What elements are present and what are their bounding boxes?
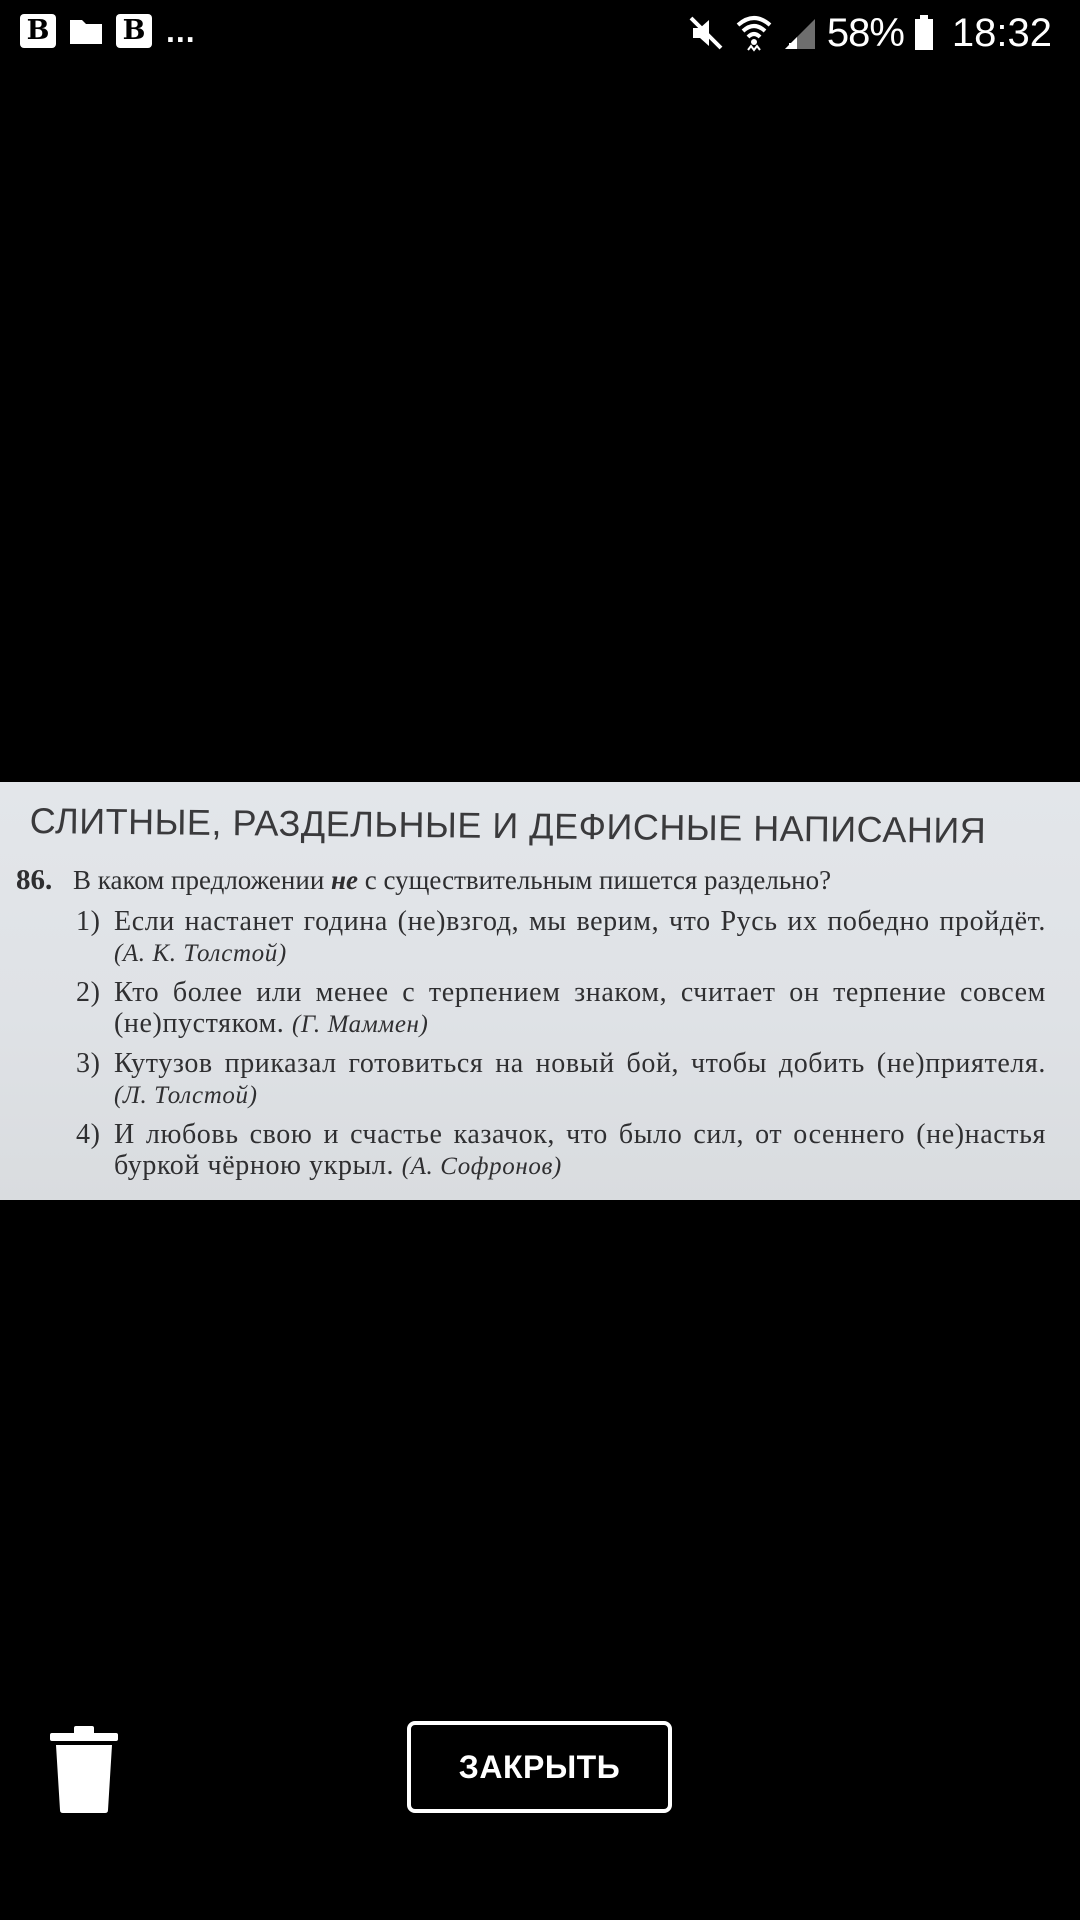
option-number: 3) [76,1048,101,1079]
option-author: (А. К. Толстой) [114,940,287,967]
folder-icon [68,14,104,48]
answer-option [76,1048,1046,1111]
answer-options [76,906,1046,1190]
option-number: 4) [76,1119,101,1150]
vk-app-icon: B [20,14,56,48]
battery-icon [914,15,934,51]
close-button[interactable]: ЗАКРЫТЬ [407,1721,672,1813]
option-text: Кто более или менее с терпением знаком, считает он терпение совсем (не)пустяком. [114,977,1046,1039]
option-text: Кутузов приказал готовиться на новый бой, чтобы добить (не)приятеля. [114,1048,1046,1079]
answer-option [76,977,1046,1040]
system-status [687,10,1052,56]
option-author: (Г. Маммен) [292,1011,429,1038]
answer-option [76,906,1046,969]
signal-icon [783,15,817,51]
option-text: И любовь свою и счастье казачок, что было сил, от осеннего (не)настья буркой чёрною укрыл. [114,1119,1046,1181]
wifi-icon [735,13,773,53]
vk-app-icon: B [116,14,152,48]
option-number: 1) [76,906,101,937]
question-number: 86. [16,864,53,896]
status-bar [0,0,1080,66]
option-author: (Л. Толстой) [114,1082,258,1109]
page-heading: СЛИТНЫЕ, РАЗДЕЛЬНЫЕ И ДЕФИСНЫЕ НАПИСАНИЯ [29,800,987,852]
mute-icon [687,14,725,52]
option-text: Если настанет година (не)взгод, мы верим, что Русь их победно пройдёт. [114,906,1046,937]
more-notifications-indicator: ... [166,13,196,49]
question [16,864,1066,897]
clock: 18:32 [951,10,1052,55]
answer-option [76,1119,1046,1182]
textbook-photo[interactable] [0,782,1080,1200]
option-author: (А. Софронов) [401,1153,562,1180]
question-text-before: В каком предложении [73,865,332,895]
notification-icons [20,14,196,48]
question-text-after: с существительным пишется раздельно? [364,865,832,895]
trash-icon[interactable] [48,1724,120,1814]
battery-percent: 58% [826,10,904,55]
option-number: 2) [76,977,101,1008]
question-emphasis: не [331,865,365,895]
